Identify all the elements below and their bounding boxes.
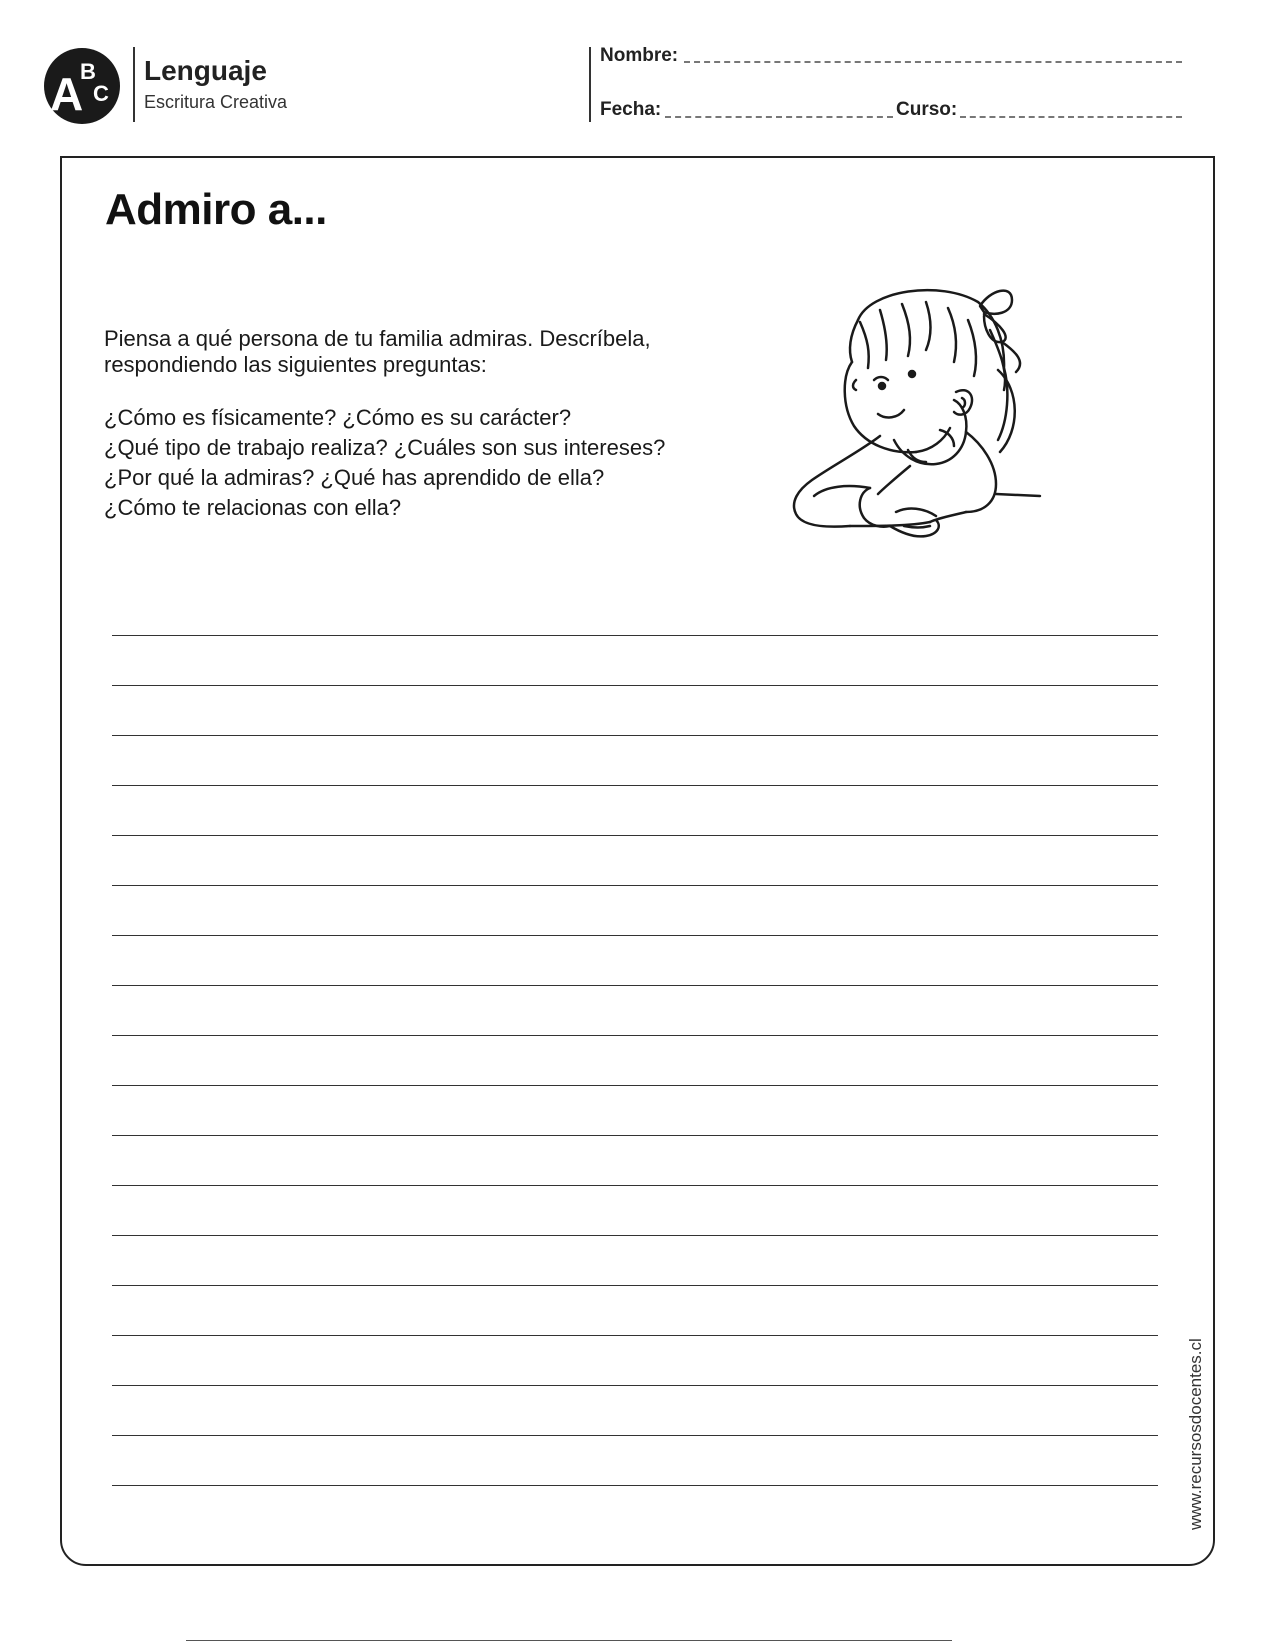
question-item: ¿Cómo te relacionas con ella? xyxy=(104,495,402,520)
writing-line[interactable] xyxy=(112,785,1158,786)
logo-letter-a: A xyxy=(50,68,84,120)
website-url: www.recursosdocentes.cl xyxy=(1186,1338,1205,1530)
writing-line[interactable] xyxy=(112,935,1158,936)
writing-line[interactable] xyxy=(112,1235,1158,1236)
question-list xyxy=(104,403,804,523)
question-item: ¿Por qué la admiras? ¿Qué has aprendido de ella? xyxy=(104,465,605,490)
girl-thinking-illustration xyxy=(790,280,1080,570)
writing-line[interactable] xyxy=(112,885,1158,886)
question-item: ¿Qué tipo de trabajo realiza? ¿Cuáles son sus intereses? xyxy=(104,435,666,460)
date-field[interactable] xyxy=(665,116,893,118)
writing-line[interactable] xyxy=(112,635,1158,636)
writing-line[interactable] xyxy=(112,1485,1158,1486)
writing-line[interactable] xyxy=(112,735,1158,736)
question-item: ¿Cómo es físicamente? ¿Cómo es su carácter? xyxy=(104,405,572,430)
logo-letter-c: C xyxy=(93,81,109,106)
writing-line[interactable] xyxy=(112,1135,1158,1136)
fields-divider xyxy=(589,47,591,122)
writing-line[interactable] xyxy=(112,1335,1158,1336)
writing-line[interactable] xyxy=(112,1385,1158,1386)
course-field[interactable] xyxy=(960,116,1182,118)
name-field[interactable] xyxy=(684,61,1182,63)
writing-line[interactable] xyxy=(112,1035,1158,1036)
abc-logo xyxy=(43,47,121,125)
instructions-text: Piensa a qué persona de tu familia admiras. Descríbela, respondiendo las siguientes preguntas: xyxy=(104,326,651,377)
logo-letter-b: B xyxy=(80,59,96,84)
course-label: Curso: xyxy=(896,99,958,120)
writing-line[interactable] xyxy=(112,1185,1158,1186)
writing-line[interactable] xyxy=(112,1435,1158,1436)
date-label: Fecha: xyxy=(600,99,662,120)
writing-line[interactable] xyxy=(112,1085,1158,1086)
logo-divider xyxy=(133,47,135,122)
writing-line[interactable] xyxy=(112,985,1158,986)
writing-line[interactable] xyxy=(112,1285,1158,1286)
worksheet-title: Admiro a... xyxy=(105,185,327,234)
name-label: Nombre: xyxy=(600,45,679,66)
bottom-rule xyxy=(186,1640,952,1641)
writing-line[interactable] xyxy=(112,685,1158,686)
writing-line[interactable] xyxy=(112,835,1158,836)
subject-title: Lenguaje xyxy=(144,55,267,86)
topic-subtitle: Escritura Creativa xyxy=(144,92,288,112)
